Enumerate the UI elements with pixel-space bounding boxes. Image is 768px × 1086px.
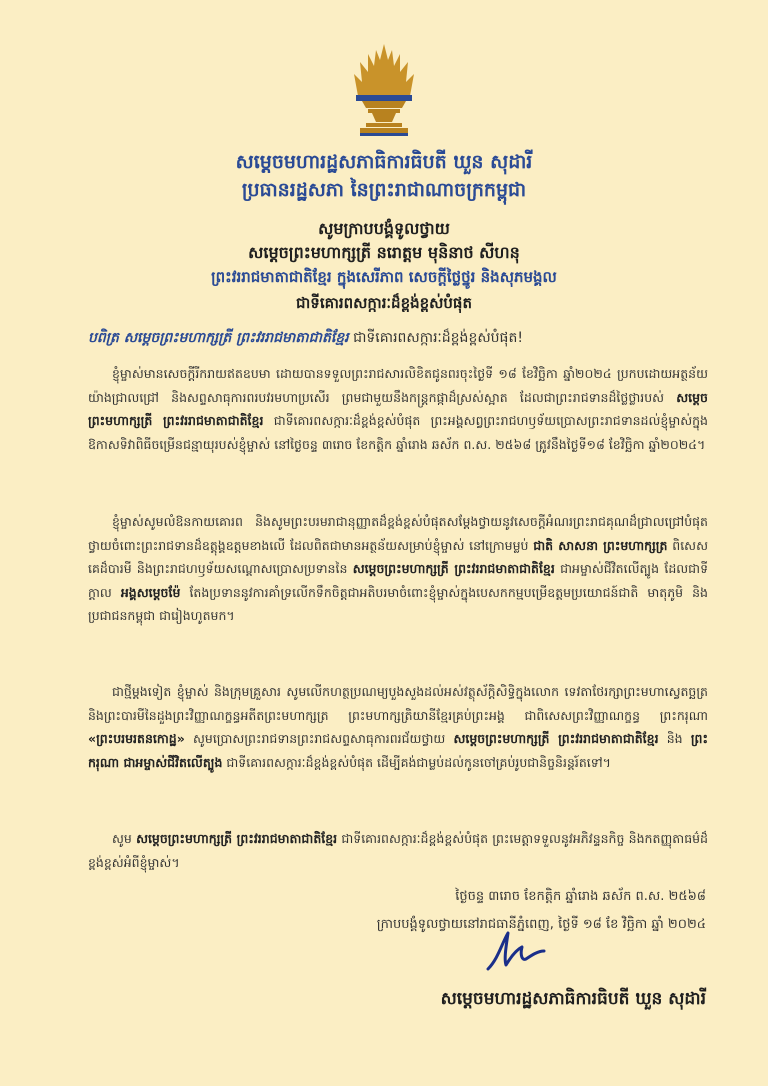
paragraph-emphasis: ជាតិ សាសនា ព្រះមហាក្សត្រ — [533, 537, 668, 553]
paragraph-text: និង — [658, 731, 691, 746]
address-recipient-title: ព្រះវររាជមាតាជាតិខ្មែរ ក្នុងសេរីភាព សេចក្តីថ្លៃថ្នូរ និងសុភមង្គល — [211, 268, 557, 286]
paragraph-text: ខ្ញុំម្ចាស់មានសេចក្តីរីករាយឥតឧបមា ដោយបានទទួលព្រះរាជសារលិខិតជូនពរចុះថ្ងៃទី ១៨ ខែវិច្ឆិកា ឆ្នាំ២០២៤ ប្រកបដោយអត្ថន័យយ៉ាងជ្រាលជ្រៅ និងសព្ទសាធុការពរបវរមហាប្រសើរ ព្រមជាមួយនឹងកន្ត្រកផ្កាដ៏ស្រស់ស្អាត ដែលជាព្រះរាជទានដ៏ថ្លៃថ្លារបស់ — [88, 366, 708, 405]
paragraph-text: ជាទីគោរពសក្ការៈដ៏ខ្ពង់ខ្ពស់បំផុត ព្រះមេត្តាទទួលនូវអភិវន្ទនកិច្ច និងកតញ្ញុតាធម៌ដ៏ខ្ពង់ខ្ពស់អំពីខ្ញុំម្ចាស់។ — [88, 831, 708, 870]
sender-title: ប្រធានរដ្ឋសភា នៃព្រះរាជាណាចក្រកម្ពុជា — [241, 179, 527, 201]
paragraph-emphasis: ព្រះករុណា ជាអម្ចាស់ជីវិតលើត្បូង — [88, 731, 708, 770]
paragraph-text: សូម — [112, 831, 137, 846]
paragraph-text: ជាទីគោរពសក្ការៈដ៏ខ្ពង់ខ្ពស់បំផុត ដើម្បីគង់ជាម្លប់ដល់កូនចៅគ្រប់រូបជានិច្ចនិរន្តរ៍តទៅ។ — [222, 754, 611, 770]
sender-name: សម្តេចមហារដ្ឋសភាធិការធិបតី ឃួន សុដារី — [235, 151, 533, 173]
paragraph-text: ពិសេសគេដ៏បារមី និងព្រះរាជហឫទ័យសណ្តោសប្រោសប្រទាននៃ — [88, 537, 708, 576]
national-assembly-emblem-icon — [348, 40, 420, 140]
paragraph-text: សូមប្រោសព្រះរាជទានព្រះរាជសព្ទសាធុការពរជ័យថ្វាយ — [184, 731, 454, 746]
paragraph-text: ជាអម្ចាស់ជីវិតលើត្បូង ដែលជាទីក្ដាល — [88, 561, 709, 600]
paragraph-1 — [88, 362, 708, 456]
paragraph-text: ខ្ញុំម្ចាស់សូមលំឱនកាយគោរព និងសូមព្រះបរមរាជានុញ្ញាតដ៏ខ្ពង់ខ្ពស់បំផុតសម្តែងថ្វាយនូវសេចក្តីអំណរព្រះរាជគុណដ៏ជ្រាលជ្រៅបំផុតថ្វាយចំពោះព្រះរាជទានដ៏ឧត្តុង្គឧត្តមខាងលើ ដែលពិតជាមានអត្ថន័យសម្រាប់ខ្ញុំម្ចាស់ នៅក្រោមម្លប់ — [88, 514, 708, 553]
paragraph-emphasis: «ព្រះបរមរតនកោដ្ឋ» — [88, 731, 185, 746]
address-heading: សូមក្រាបបង្គំទូលថ្វាយ — [318, 219, 450, 238]
signature-icon — [482, 925, 550, 975]
lunar-date: ថ្ងៃចន្ទ ៣រោច ខែកត្តិក ឆ្នាំរោង ឆស័ក ព.ស. ២៥៦៨ — [455, 889, 706, 904]
paragraph-emphasis: អង្គសម្តេចម៉ែ — [120, 584, 181, 600]
salutation-rest: ជាទីគោរពសក្ការៈដ៏ខ្ពង់ខ្ពស់បំផុត! — [348, 330, 523, 346]
paragraph-emphasis: សម្តេចព្រះមហាក្សត្រី ព្រះវររាជមាតាជាតិខ្មែរ — [88, 389, 708, 428]
paragraph-4 — [88, 827, 708, 874]
paragraph-emphasis: សម្តេចព្រះមហាក្សត្រី ព្រះវររាជមាតាជាតិខ្មែរ — [136, 831, 338, 846]
address-honorific: ជាទីគោរពសក្ការៈដ៏ខ្ពង់ខ្ពស់បំផុត — [296, 294, 472, 312]
place-date: ក្រាបបង្គំទូលថ្វាយនៅរាជធានីភ្នំពេញ, ថ្ងៃទី ១៨ ខែ វិច្ឆិកា ឆ្នាំ ២០២៤ — [376, 917, 706, 932]
address-recipient: សម្តេចព្រះមហាក្សត្រី នរោត្តម មុនិនាថ សីហនុ — [248, 243, 520, 262]
signer-name: សម្តេចមហារដ្ឋសភាធិការធិបតី ឃួន សុដារី — [440, 989, 706, 1009]
paragraph-2 — [88, 510, 708, 628]
paragraph-emphasis: សម្តេចព្រះមហាក្សត្រី ព្រះវររាជមាតាជាតិខ្មែរ — [453, 731, 659, 746]
paragraph-emphasis: សម្តេចព្រះមហាក្សត្រី ព្រះវររាជមាតាជាតិខ្មែរ — [352, 561, 555, 576]
paragraph-text: តែងប្រទាននូវការគាំទ្រលើកទឹកចិត្តជាអតិបរមាចំពោះខ្ញុំម្ចាស់ក្នុងបេសកកម្មបម្រើឧត្តមប្រយោជន៍ជាតិ មាតុភូមិ និងប្រជាជនកម្ពុជា ជារៀងហូតមក។ — [88, 584, 708, 623]
paragraph-3 — [88, 680, 708, 774]
salutation-emphasis: បពិត្រ សម្តេចព្រះមហាក្សត្រី ព្រះវររាជមាតាជាតិខ្មែរ — [88, 330, 349, 346]
salutation — [88, 328, 708, 349]
paragraph-text: ជាទីគោរពសក្ការៈដ៏ខ្ពង់ខ្ពស់បំផុត ព្រះអង្គសព្វព្រះរាជហឫទ័យប្រោសព្រះរាជទានដល់ខ្ញុំម្ចាស់ក្នុងឱកាសទិវាពិធីចម្រើនជន្មាយុរបស់ខ្ញុំម្ចាស់ នៅថ្ងៃចន្ទ ៣រោច ខែកត្តិក ឆ្នាំរោង ឆស័ក ព.ស. ២៥៦៨ ត្រូវនឹងថ្ងៃទី១៨ ខែវិច្ឆិកា ឆ្នាំ២០២៤។ — [88, 413, 708, 452]
paragraph-text: ជាថ្មីម្តងទៀត ខ្ញុំម្ចាស់ និងក្រុមគ្រួសារ សូមលើកហត្ថប្រណម្យបួងសួងដល់អស់វត្ថុស័ក្តិសិទ្ធិក្នុងលោក ទេវតាថែរក្សាព្រះមហាស្វេតច្ឆត្រ និងព្រះបារមីនៃដួងព្រះវិញ្ញាណក្ខន្ធអតីតព្រះមហាក្សត្រ ព្រះមហាក្សត្រិយានីខ្មែរគ្រប់ព្រះអង្គ ជាពិសេសព្រះវិញ្ញាណក្ខន្ធ ព្រះករុណា — [88, 684, 708, 723]
